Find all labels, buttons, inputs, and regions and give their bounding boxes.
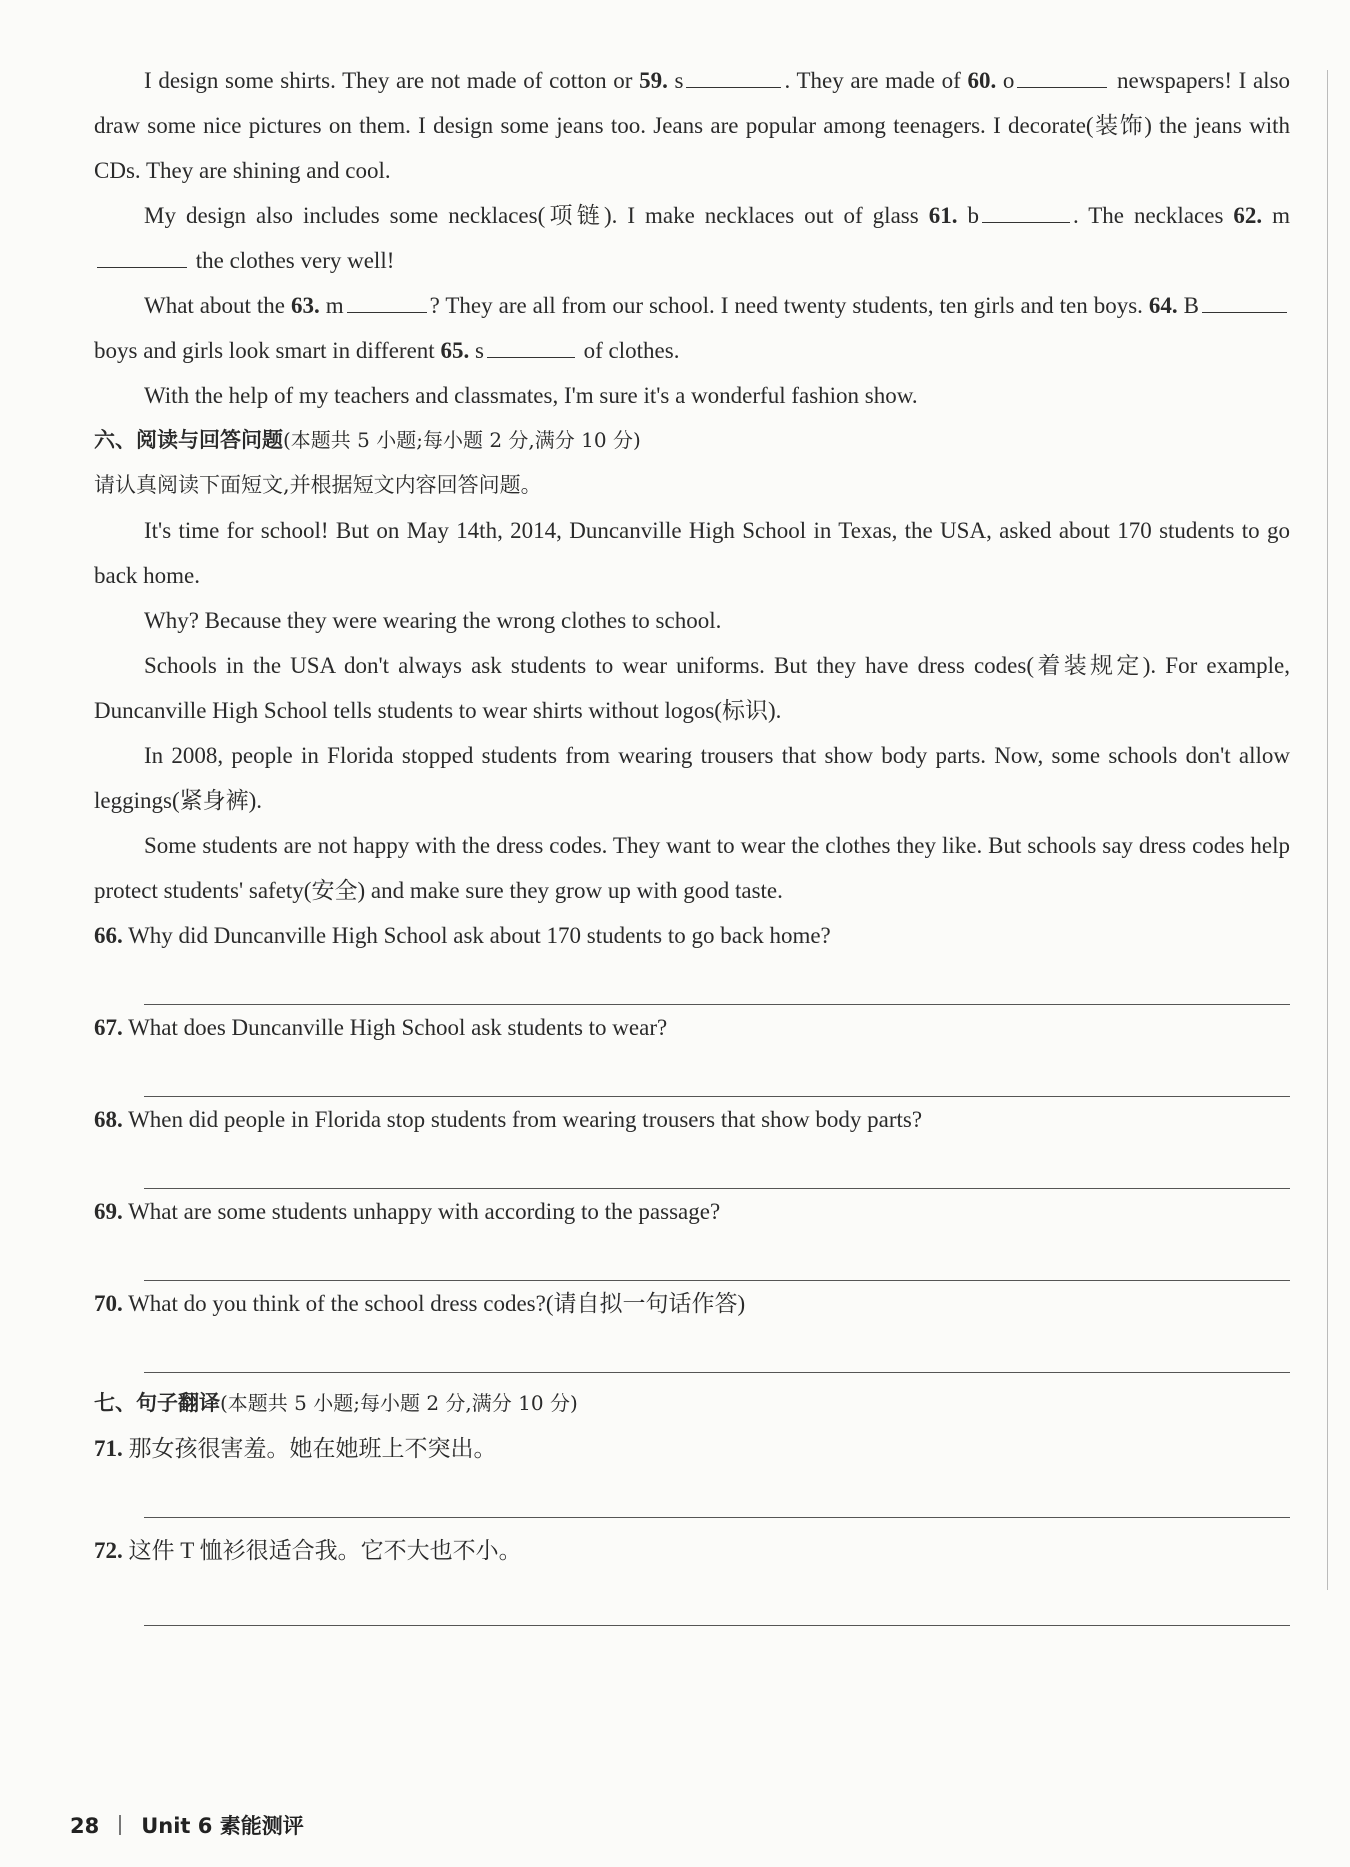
answer-line-68[interactable]	[144, 1142, 1290, 1189]
answer-line-70[interactable]	[144, 1326, 1290, 1373]
reading-paragraph: Some students are not happy with the dress codes. They want to wear the clothes they like. But schools say dress codes help protect students' safety(安全) and make sure they grow up with good taste.	[94, 833, 1290, 903]
reading-paragraph: Why? Because they were wearing the wrong clothes to school.	[144, 608, 722, 633]
blank-63[interactable]	[347, 288, 427, 313]
blank-65[interactable]	[487, 333, 575, 358]
question-72: 72. 这件 T 恤衫很适合我。它不大也不小。	[94, 1538, 522, 1563]
question-67: 67. What does Duncanville High School ask students to wear?	[94, 1015, 668, 1040]
section-6-instruction: 请认真阅读下面短文,并根据短文内容回答问题。	[94, 473, 542, 497]
blank-59[interactable]	[686, 63, 781, 88]
section-6-heading: 六、阅读与回答问题(本题共 5 小题;每小题 2 分,满分 10 分)	[94, 428, 641, 452]
footer-divider	[119, 1815, 121, 1835]
reading-paragraph: Schools in the USA don't always ask students to wear uniforms. But they have dress codes(着装规定). For example, Duncanville High School tells students to wear shirts without logos(标识).	[94, 653, 1290, 723]
cloze-paragraph-3: What about the 63. m ? They are all from our school. I need twenty students, ten girls and ten boys. 64. B boys and girls look smart in different 65. s of clothes.	[94, 283, 1290, 373]
blank-60[interactable]	[1017, 63, 1107, 88]
margin-rule	[1327, 70, 1328, 1590]
answer-line-67[interactable]	[144, 1050, 1290, 1097]
page-number: 28	[70, 1814, 100, 1838]
cloze-paragraph-4: With the help of my teachers and classmates, I'm sure it's a wonderful fashion show.	[144, 383, 918, 408]
blank-61[interactable]	[982, 198, 1070, 223]
answer-line-69[interactable]	[144, 1234, 1290, 1281]
answer-line-71[interactable]	[144, 1471, 1290, 1518]
question-68: 68. When did people in Florida stop students from wearing trousers that show body parts?	[94, 1107, 923, 1132]
question-69: 69. What are some students unhappy with according to the passage?	[94, 1199, 721, 1224]
reading-paragraph: In 2008, people in Florida stopped students from wearing trousers that show body parts. Now, some schools don't allow leggings(紧身裤).	[94, 743, 1290, 813]
question-66: 66. Why did Duncanville High School ask about 170 students to go back home?	[94, 923, 831, 948]
cloze-paragraph-1: I design some shirts. They are not made of cotton or 59. s . They are made of 60. o newspapers! I also draw some nice pictures on them. I design some jeans too. Jeans are popular among teenagers. I decorate(装饰) the jeans with CDs. They are shining and cool.	[94, 58, 1290, 193]
question-70: 70. What do you think of the school dress codes?(请自拟一句话作答)	[94, 1291, 746, 1316]
section-7-heading: 七、句子翻译(本题共 5 小题;每小题 2 分,满分 10 分)	[94, 1391, 578, 1415]
blank-62[interactable]	[97, 243, 187, 268]
page-footer	[70, 1810, 304, 1840]
answer-line-66[interactable]	[144, 958, 1290, 1005]
cloze-paragraph-2: My design also includes some necklaces(项链). I make necklaces out of glass 61. b . The necklaces 62. m the clothes very well!	[94, 193, 1290, 283]
answer-line-72[interactable]	[144, 1573, 1290, 1626]
reading-paragraph: It's time for school! But on May 14th, 2014, Duncanville High School in Texas, the USA, asked about 170 students to go back home.	[94, 518, 1290, 588]
blank-64[interactable]	[1202, 288, 1287, 313]
passage-cloze	[94, 58, 1290, 1626]
question-71: 71. 那女孩很害羞。她在她班上不突出。	[94, 1436, 497, 1461]
unit-title: Unit 6 素能测评	[141, 1814, 304, 1838]
